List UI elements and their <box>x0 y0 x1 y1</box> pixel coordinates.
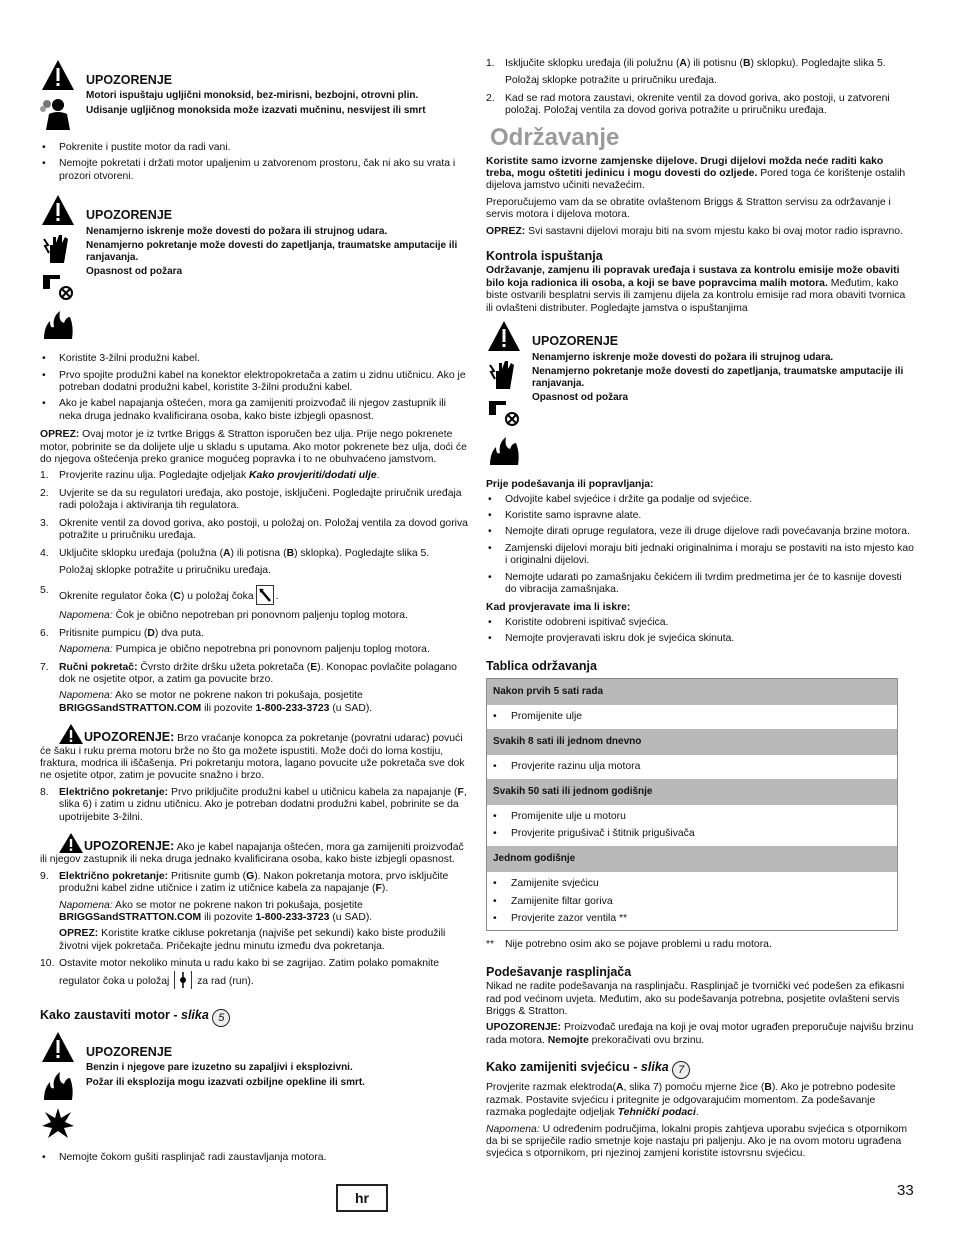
list-item: • Zamjenski dijelovi moraju biti jednaki originalnima i moraju se postaviti na isto mjesto kao i originalni dijelovi. <box>486 543 914 568</box>
emission-heading: Kontrola ispuštanja <box>486 249 603 264</box>
table-footnote: ** Nije potrebno osim ako se pojave problemi u radu motora. <box>486 939 772 951</box>
table-row: • Promijenite ulje <box>487 711 897 723</box>
figure-number-badge: 7 <box>672 1061 690 1079</box>
list-item: • Odvojite kabel svjećice i držite ga podalje od svjećice. <box>486 494 914 506</box>
maintenance-table-heading: Tablica održavanja <box>486 658 597 673</box>
warning-box-carbon-monoxide <box>40 58 468 134</box>
list-item: • Nemojte čokom gušiti rasplinjač radi zaustavljanja motora. <box>40 1152 468 1164</box>
bullet-list <box>40 353 468 423</box>
warning-line: Nenamjerno pokretanje može dovesti do zapetljanja, traumatske amputacije ili ranjavanja. <box>532 366 904 389</box>
table-section-header: Jednom godišnje <box>487 846 898 872</box>
emission-paragraph: Održavanje, zamjenu ili popravak uređaja i sustava za kontrolu emisije može obaviti bilo koja radionica ili osoba, a koji se bave popravcima malih motora. Međutim, kako biste ostvarili besplatni servis ili zamjenu dijela za kontrolu emisije rad mora obaviti tvornica ili ovlašteni distributer. Pogledajte jamstva o ispuštanjima <box>486 265 906 314</box>
list-item: • Koristite 3-žilni produžni kabel. <box>40 353 468 365</box>
list-item: • Nemojte udarati po zamašnjaku čekićem ili tvrdim predmetima jer će to kasnije dovesti do vibracija zamašnjaka. <box>486 572 914 597</box>
table-row: • Provjerite zazor ventila ** <box>487 913 897 925</box>
carburetor-warning: UPOZORENJE: Proizvođač uređaja na koji je ovaj motor ugrađen preporučuje najvišu brzinu rada motora. Nemojte prekoračivati ovu brzinu. <box>486 1022 914 1046</box>
list-item: • Pokrenite i pustite motor da radi vani. <box>40 142 468 154</box>
table-row: • Zamijenite filtar goriva <box>487 896 897 908</box>
page-number: 33 <box>897 1182 914 1199</box>
bullet-list <box>486 617 914 646</box>
bullet-list <box>486 494 914 597</box>
intro-paragraph: Koristite samo izvorne zamjenske dijelove. Drugi dijelovi možda neće raditi kako treba, mogu oštetiti jedinicu i mogu dovesti do ozljede. Pored toga će korištenje ostalih dijelova jamstvo učiniti nevažećim. <box>486 155 906 192</box>
list-item: • Nemojte pokretati i držati motor upaljenim u zatvorenom prostoru, čak ni ako su vrata i prozori otvoreni. <box>40 158 468 183</box>
spark-plug-heading: Kako zamijeniti svjećicu - slika 7 <box>486 1061 914 1079</box>
warning-title: UPOZORENJE <box>532 334 619 349</box>
stop-engine-heading: Kako zaustaviti motor - slika 5 <box>40 1009 468 1027</box>
fire-hazard-icon <box>486 433 522 467</box>
choke-symbol-icon <box>256 585 274 605</box>
warning-title: UPOZORENJE <box>86 208 173 223</box>
amputation-hazard-icon <box>40 269 76 303</box>
warning-title: UPOZORENJE <box>86 1044 173 1059</box>
step-item: 1. Isključite sklopku uređaja (ili polužnu (A) ili potisnu (B) sklopku). Pogledajte slika 5. Položaj sklopke potražite u priručniku uređaja. <box>486 58 886 87</box>
carburetor-paragraph: Nikad ne radite podešavanja na rasplinjaču. Rasplinjač je tvornički već podešen za efikasni rad pod većinom uvjeta. Međutim, ako su podešavanja potrebna, posjetite ovlašteni servis Briggs & Stratton. <box>486 981 905 1018</box>
stop-steps <box>486 58 914 118</box>
fire-hazard-icon <box>40 1068 76 1102</box>
step-item: 7. Ručni pokretač: Čvrsto držite dršku užeta pokretača (E). Konopac povlačite polagano dok ne osjetite otpor, a zatim ga povucite brzo. Napomena: Ako se motor ne pokrene nakon tri pokušaja, posjetite BRIGGSandSTRATTON.COM ili pozovite 1-800-233-3723 (u SAD). <box>40 661 457 714</box>
spark-check-label: Kad provjeravate ima li iskre: <box>486 602 631 614</box>
carburetor-heading: Podešavanje rasplinjača <box>486 964 632 979</box>
spark-plug-paragraph: Provjerite razmak elektroda(A, slika 7) pomoću mjerne žice (B). Ako je potrebno podesite razmak. Postavite svjećicu i pritegnite je odgovarajućim momentom. Za podešavanje razmaka pogledajte odjeljak Tehnički podaci. <box>486 1082 896 1119</box>
electric-shock-hand-icon <box>40 231 76 265</box>
step-item: 8. Električno pokretanje: Prvo priključite produžni kabel u utičnicu kabela za napajanje (F, slika 6) i zatim u zidnu utičnicu. Ako je potreban dodatni produžni kabel, pobrinite se da upotrijebite 3-žilni. <box>40 786 467 823</box>
step-item: 10. Ostavite motor nekoliko minuta u radu kako bi se zagrijao. Zatim polako pomaknite regulator čoka u položaj za rad (run). <box>40 958 440 987</box>
warning-box-sparking <box>486 319 914 471</box>
warning-triangle-icon <box>40 1030 76 1064</box>
warning-box-sparking <box>40 193 468 345</box>
caution-paragraph: OPREZ: Svi sastavni dijelovi moraju biti na svom mjestu kako bi ovaj motor radio ispravno. <box>486 225 903 237</box>
caution-paragraph: OPREZ: Ovaj motor je iz tvrtke Briggs & Stratton isporučen bez ulja. Prije nego pokrenete motor, pobrinite se da dolijete ulje u skladu s uputama. Ako motor pokrenete bez ulja, doći će do njegova oštećenja preko granice mogućeg popravka i to ne obuhvaćeno jamstvom. <box>40 429 467 466</box>
figure-number-badge: 5 <box>212 1009 230 1027</box>
step-item: 5. Okrenite regulator čoka (C) u položaj čoka . Napomena: Čok je obično nepotreban pri ponovnom paljenju toplog motora. <box>40 585 408 622</box>
page-title: Održavanje <box>490 123 620 151</box>
list-item: • Prvo spojite produžni kabel na konektor elektropokretača a zatim u zidnu utičnicu. Ako je potreban dodatni produžni kabel, koristite 3-žilni produžni kabel. <box>40 370 468 395</box>
start-steps <box>40 470 468 715</box>
maintenance-table <box>486 678 898 931</box>
right-column <box>486 58 914 1165</box>
spark-plug-note: Napomena: U određenim područjima, lokalni propis zahtjeva uporabu svjećica s otpornikom da bi se spriječile radio smetnje koje nastaju pri paljenju. Ako je na ovom motoru ugrađena svjećica s otpornikom, pri njezinoj zamjeni koristite istovrsnu svjećicu. <box>486 1123 908 1160</box>
bullet-list <box>40 1152 468 1164</box>
warning-triangle-icon <box>40 58 76 92</box>
cord-warning: UPOZORENJE: Ako je kabel napajanja oštećen, mora ga zamijeniti proizvođač ili njegov zastupnik ili neka druga jednako kvalificirana osoba, kako biste izbjegli opasnost. <box>40 832 468 867</box>
recoil-warning: UPOZORENJE: Brzo vraćanje konopca za pokretanje (povratni udarac) povući će šaku i ruku prema motoru brže no što ga možete ispustiti. Može doći do loma kostiju, fraktura, modrica ili iščašenja. Pri pokretanju motora, lagano povucite uže pokretača sve dok ne osjetite otpor, zatim je povucite snažno i brzo. <box>40 723 468 783</box>
warning-triangle-icon <box>40 193 76 227</box>
table-row: • Provjerite razinu ulja motora <box>487 761 897 773</box>
bullet-list <box>40 142 468 183</box>
table-row: • Provjerite prigušivač i štitnik prigušivača <box>487 828 897 840</box>
electric-shock-hand-icon <box>486 357 522 391</box>
warning-triangle-icon <box>58 723 84 745</box>
warning-box-fuel <box>40 1030 468 1144</box>
run-position-icon <box>174 971 192 989</box>
step-item: 3. Okrenite ventil za dovod goriva, ako postoji, u položaj on. Položaj ventila za dovod goriva potražite u priručniku uređaja. <box>40 517 468 542</box>
warning-line: Opasnost od požara <box>532 392 629 403</box>
list-item: • Nemojte dirati opruge regulatora, veze ili druge dijelove radi povećavanja brzine motora. <box>486 526 914 538</box>
intro-paragraph: Preporučujemo vam da se obratite ovlaštenom Briggs & Stratton servisu za održavanje i servis motora i dijelova motora. <box>486 196 891 221</box>
step-item: 1. Provjerite razinu ulja. Pogledajte odjeljak Kako provjeriti/dodati ulje. <box>40 470 380 482</box>
warning-line: Nenamjerno iskrenje može dovesti do požara ili strujnog udara. <box>532 351 834 363</box>
fire-hazard-icon <box>40 307 76 341</box>
warning-triangle-icon <box>486 319 522 353</box>
step-item: 6. Pritisnite pumpicu (D) dva puta. Napomena: Pumpica je obično nepotrebna pri ponovnom paljenju toplog motora. <box>40 627 430 656</box>
explosion-hazard-icon <box>40 1106 76 1140</box>
table-row: • Zamijenite svjećicu <box>487 878 897 890</box>
table-section-header: Svakih 50 sati ili jednom godišnje <box>487 779 898 805</box>
warning-line: Udisanje ugljičnog monoksida može izazvati mučninu, nesvijest ili smrt <box>86 104 426 116</box>
step-item: 2. Uvjerite se da su regulatori uređaja, ako postoje, isključeni. Pogledajte priručnik uređaja radi položaja i aktiviranja tih regulatora. <box>40 487 462 512</box>
step-item: 2. Kad se rad motora zaustavi, okrenite ventil za dovod goriva, ako postoji, u zatvoreni položaj. Položaj ventila za dovod goriva potražite u priručniku uređaja. <box>486 92 890 117</box>
list-item: • Nemojte provjeravati iskru dok je svjećica skinuta. <box>486 633 914 645</box>
before-adjusting-label: Prije podešavanja ili popravljanja: <box>486 479 654 491</box>
table-row: • Promijenite ulje u motoru <box>487 811 897 823</box>
left-column <box>40 58 468 1170</box>
start-steps-continued <box>40 871 468 989</box>
amputation-hazard-icon <box>486 395 522 429</box>
list-item: • Koristite odobreni ispitivač svjećica. <box>486 617 914 629</box>
list-item: • Koristite samo ispravne alate. <box>486 510 914 522</box>
warning-triangle-icon <box>58 832 84 854</box>
warning-line: Požar ili eksplozija mogu izazvati ozbiljne opekline ili smrt. <box>86 1076 365 1088</box>
warning-line: Opasnost od požara <box>86 266 183 278</box>
language-tab: hr <box>336 1184 388 1212</box>
start-steps-continued <box>40 787 468 824</box>
table-section-header: Svakih 8 sati ili jednom dnevno <box>487 729 898 755</box>
warning-line: Motori ispuštaju ugljični monoksid, bez-mirisni, bezbojni, otrovni plin. <box>86 90 419 102</box>
warning-title: UPOZORENJE <box>86 73 173 87</box>
warning-line: Nenamjerno iskrenje može dovesti do požara ili strujnog udara. <box>86 225 388 237</box>
warning-line: Nenamjerno pokretanje može dovesti do zapetljanja, traumatske amputacije ili ranjavanja. <box>86 240 458 263</box>
warning-line: Benzin i njegove pare izuzetno su zapaljivi i eksplozivni. <box>86 1062 353 1074</box>
list-item: • Ako je kabel napajanja oštećen, mora ga zamijeniti proizvođač ili njegov zastupnik ili neka druga jednako kvalificirana osoba, kako biste izbjegli opasnost. <box>40 398 468 423</box>
table-section-header: Nakon prvih 5 sati rada <box>487 678 898 705</box>
step-item: 4. Uključite sklopku uređaja (polužna (A) ili potisna (B) sklopka). Pogledajte slika 5. Položaj sklopke potražite u priručniku uređaja. <box>40 547 430 576</box>
toxic-fumes-icon <box>40 96 76 130</box>
step-item: 9. Električno pokretanje: Pritisnite gumb (G). Nakon pokretanja motora, prvo isključite produžni kabel zidne utičnice i zatim iz utičnice kabela za napajanje (F). Napomena: Ako se motor ne pokrene nakon tri pokušaja, posjetite BRIGGSandSTRATTON.COM ili pozovite 1-800-233-3723 (u SAD). OPREZ: Koristite kratke cikluse pokretanja (najviše pet sekundi) kako biste produžili životni vijek pokretača. Pričekajte jednu minutu između dva pokretanja. <box>40 870 449 952</box>
